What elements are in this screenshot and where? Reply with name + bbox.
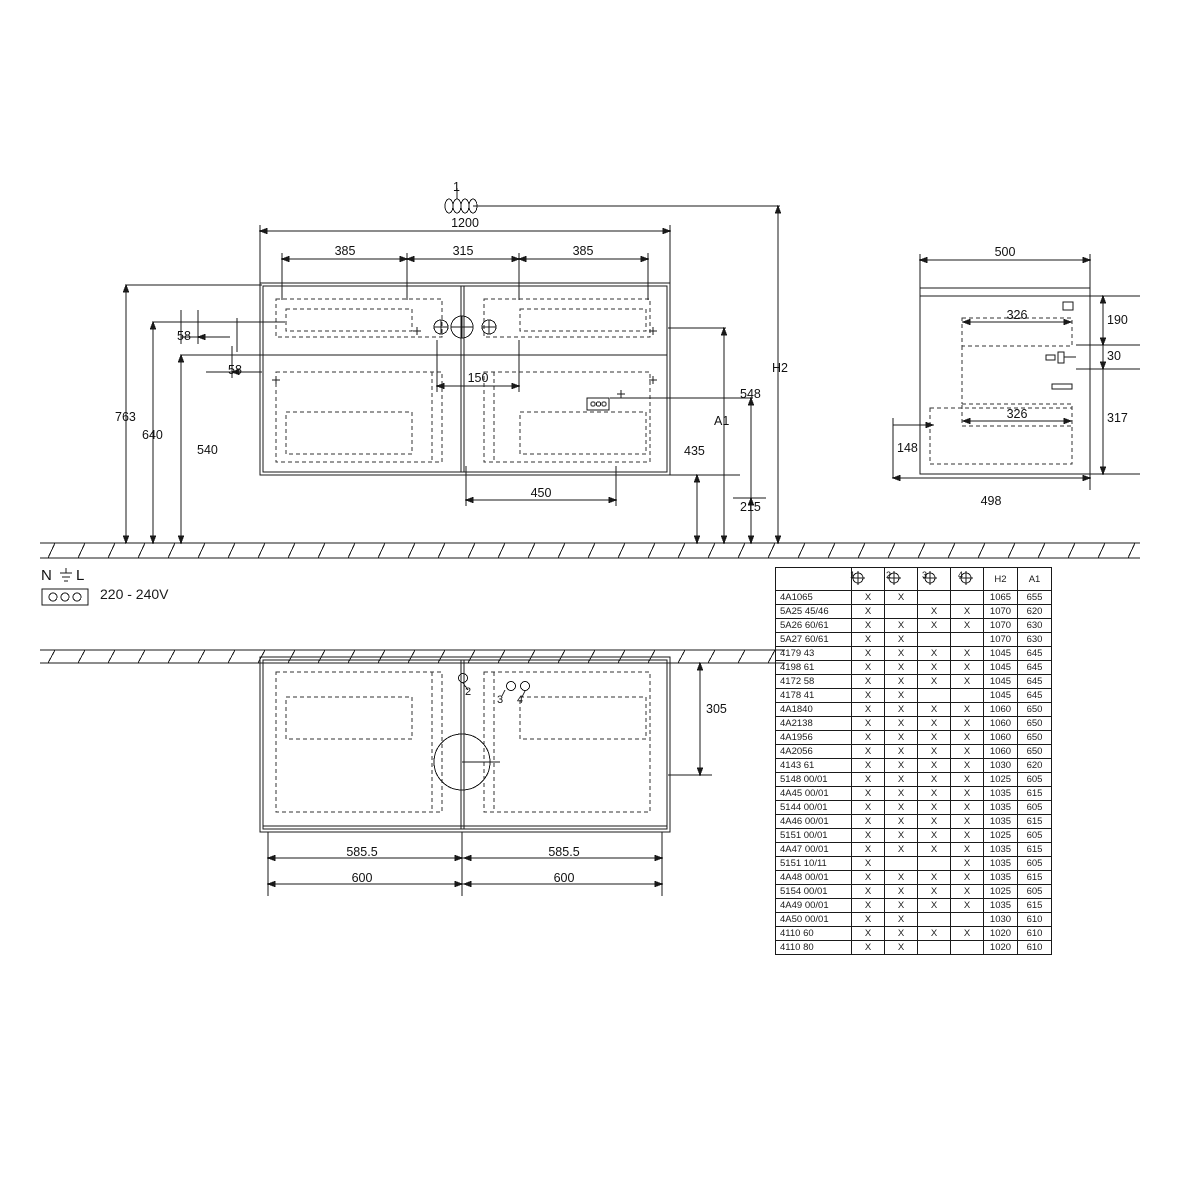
terminal-n-label: N [41, 567, 52, 584]
spec-option-4: X [951, 829, 984, 843]
dim-215: 215 [740, 500, 761, 514]
spec-option-1: X [852, 843, 885, 857]
spec-h2-value: 1070 [984, 619, 1018, 633]
spec-option-1: X [852, 871, 885, 885]
spec-option-3: X [918, 759, 951, 773]
spec-model-name: 4179 43 [776, 647, 852, 661]
spec-option-4: X [951, 605, 984, 619]
spec-table-row [776, 619, 1052, 633]
spec-option-4 [951, 633, 984, 647]
spec-option-1: X [852, 857, 885, 871]
spec-option-1: X [852, 759, 885, 773]
dim-150: 150 [467, 371, 489, 385]
spec-table-row [776, 899, 1052, 913]
spec-table-row [776, 661, 1052, 675]
dim-763: 763 [115, 410, 136, 424]
spec-header-index-4: 4 [958, 570, 964, 580]
spec-h2-value: 1030 [984, 759, 1018, 773]
spec-option-3: X [918, 843, 951, 857]
spec-option-1: X [852, 773, 885, 787]
spec-option-4 [951, 591, 984, 605]
spec-option-1: X [852, 927, 885, 941]
spec-model-name: 5148 00/01 [776, 773, 852, 787]
spec-a1-value: 610 [1018, 913, 1052, 927]
spec-table-row [776, 633, 1052, 647]
spec-option-4 [951, 689, 984, 703]
spec-a1-value: 650 [1018, 717, 1052, 731]
spec-option-3 [918, 941, 951, 955]
spec-option-4: X [951, 885, 984, 899]
spec-option-1: X [852, 619, 885, 633]
spec-option-3: X [918, 899, 951, 913]
spec-a1-value: 605 [1018, 857, 1052, 871]
spec-option-3: X [918, 801, 951, 815]
spec-table-row [776, 815, 1052, 829]
spec-option-1: X [852, 913, 885, 927]
spec-option-2: X [885, 773, 918, 787]
dim-500: 500 [994, 245, 1016, 259]
spec-option-1: X [852, 787, 885, 801]
terminal-l-label: L [76, 567, 85, 584]
dim-190: 190 [1107, 313, 1128, 327]
spec-option-2: X [885, 913, 918, 927]
spec-a1-value: 630 [1018, 619, 1052, 633]
spec-option-1: X [852, 675, 885, 689]
spec-h2-value: 1045 [984, 675, 1018, 689]
dim-600-right: 600 [553, 871, 575, 885]
spec-table-row [776, 843, 1052, 857]
spec-option-4: X [951, 815, 984, 829]
spec-option-4: X [951, 703, 984, 717]
spec-h2-value: 1035 [984, 815, 1018, 829]
spec-a1-value: 605 [1018, 885, 1052, 899]
spec-option-1: X [852, 731, 885, 745]
callout-1: 1 [453, 180, 460, 194]
dim-585-left: 585.5 [346, 845, 378, 859]
dim-seg-right-385: 385 [572, 244, 594, 258]
spec-header-index-3: 3 [922, 570, 928, 580]
spec-header-index-1: 1 [850, 570, 856, 580]
spec-option-3: X [918, 619, 951, 633]
spec-table-row [776, 801, 1052, 815]
dim-305: 305 [706, 702, 727, 716]
spec-table-row [776, 941, 1052, 955]
spec-table-row [776, 885, 1052, 899]
callout-2: 2 [465, 686, 472, 698]
dim-58-upper: 58 [177, 329, 191, 343]
spec-h2-value: 1025 [984, 773, 1018, 787]
spec-option-1: X [852, 829, 885, 843]
spec-h2-value: 1025 [984, 829, 1018, 843]
spec-option-4 [951, 941, 984, 955]
spec-a1-value: 620 [1018, 759, 1052, 773]
spec-table-row [776, 773, 1052, 787]
spec-option-2: X [885, 703, 918, 717]
spec-option-3: X [918, 927, 951, 941]
spec-option-1: X [852, 941, 885, 955]
dim-548: 548 [740, 387, 761, 401]
spec-option-1: X [852, 801, 885, 815]
spec-option-4: X [951, 717, 984, 731]
spec-model-name: 5154 00/01 [776, 885, 852, 899]
spec-table-row [776, 927, 1052, 941]
spec-table-row [776, 731, 1052, 745]
spec-a1-value: 615 [1018, 843, 1052, 857]
dim-450: 450 [530, 486, 552, 500]
spec-h2-value: 1060 [984, 745, 1018, 759]
spec-model-name: 4A1956 [776, 731, 852, 745]
spec-model-name: 4198 61 [776, 661, 852, 675]
spec-option-2: X [885, 759, 918, 773]
spec-a1-value: 630 [1018, 633, 1052, 647]
spec-h2-value: 1045 [984, 661, 1018, 675]
spec-h2-value: 1035 [984, 843, 1018, 857]
spec-option-3: X [918, 675, 951, 689]
spec-option-3: X [918, 773, 951, 787]
spec-option-4: X [951, 647, 984, 661]
spec-a1-value: 645 [1018, 647, 1052, 661]
spec-model-name: 5A26 60/61 [776, 619, 852, 633]
spec-table-row [776, 745, 1052, 759]
spec-option-1: X [852, 703, 885, 717]
spec-a1-value: 605 [1018, 829, 1052, 843]
spec-h2-value: 1065 [984, 591, 1018, 605]
spec-option-2: X [885, 619, 918, 633]
spec-model-name: 4143 61 [776, 759, 852, 773]
spec-option-2: X [885, 815, 918, 829]
spec-option-3 [918, 591, 951, 605]
spec-option-2: X [885, 801, 918, 815]
dim-585-right: 585.5 [548, 845, 580, 859]
spec-option-3: X [918, 703, 951, 717]
spec-model-name: 5A27 60/61 [776, 633, 852, 647]
callout-4: 4 [517, 694, 524, 706]
spec-model-name: 4110 60 [776, 927, 852, 941]
spec-option-1: X [852, 717, 885, 731]
spec-model-name: 5151 00/01 [776, 829, 852, 843]
spec-model-name: 4110 80 [776, 941, 852, 955]
spec-header-index-2: 2 [886, 570, 892, 580]
spec-h2-value: 1020 [984, 941, 1018, 955]
spec-a1-value: 615 [1018, 787, 1052, 801]
spec-option-2: X [885, 731, 918, 745]
spec-option-4: X [951, 745, 984, 759]
spec-a1-value: 655 [1018, 591, 1052, 605]
spec-table-row [776, 591, 1052, 605]
spec-a1-value: 650 [1018, 703, 1052, 717]
dim-600-left: 600 [351, 871, 373, 885]
spec-a1-value: 650 [1018, 745, 1052, 759]
spec-option-1: X [852, 591, 885, 605]
spec-model-name: 4A1065 [776, 591, 852, 605]
spec-option-4: X [951, 843, 984, 857]
spec-table-row [776, 857, 1052, 871]
dim-h2: H2 [772, 361, 788, 375]
spec-table-row [776, 829, 1052, 843]
spec-option-2 [885, 857, 918, 871]
spec-table-row [776, 605, 1052, 619]
spec-option-3: X [918, 661, 951, 675]
spec-option-1: X [852, 661, 885, 675]
spec-model-name: 4A49 00/01 [776, 899, 852, 913]
spec-option-3 [918, 689, 951, 703]
spec-option-2: X [885, 871, 918, 885]
spec-option-2: X [885, 717, 918, 731]
spec-table-row [776, 717, 1052, 731]
spec-option-2: X [885, 675, 918, 689]
spec-a1-value: 610 [1018, 941, 1052, 955]
spec-table-row [776, 703, 1052, 717]
spec-option-4: X [951, 787, 984, 801]
spec-table-row [776, 759, 1052, 773]
spec-model-name: 5A25 45/46 [776, 605, 852, 619]
spec-model-name: 4A1840 [776, 703, 852, 717]
spec-option-4: X [951, 773, 984, 787]
spec-option-3: X [918, 647, 951, 661]
spec-option-1: X [852, 633, 885, 647]
spec-option-4: X [951, 675, 984, 689]
spec-option-3: X [918, 745, 951, 759]
spec-h2-value: 1035 [984, 787, 1018, 801]
spec-option-3 [918, 857, 951, 871]
spec-option-1: X [852, 815, 885, 829]
spec-h2-value: 1035 [984, 871, 1018, 885]
spec-option-4: X [951, 801, 984, 815]
dim-a1: A1 [714, 414, 730, 428]
spec-option-2: X [885, 689, 918, 703]
spec-option-3: X [918, 731, 951, 745]
spec-option-4: X [951, 871, 984, 885]
spec-option-2: X [885, 591, 918, 605]
spec-model-name: 5144 00/01 [776, 801, 852, 815]
variant-spec-table [775, 567, 1052, 955]
spec-h2-value: 1060 [984, 731, 1018, 745]
spec-h2-value: 1030 [984, 913, 1018, 927]
spec-h2-value: 1060 [984, 703, 1018, 717]
spec-option-4: X [951, 661, 984, 675]
spec-h2-value: 1020 [984, 927, 1018, 941]
spec-option-3 [918, 913, 951, 927]
spec-option-2: X [885, 829, 918, 843]
spec-h2-value: 1025 [984, 885, 1018, 899]
dim-540: 540 [197, 443, 218, 457]
dim-seg-mid-315: 315 [452, 244, 474, 258]
spec-option-2: X [885, 927, 918, 941]
spec-a1-value: 615 [1018, 899, 1052, 913]
spec-h2-value: 1070 [984, 633, 1018, 647]
spec-a1-value: 645 [1018, 661, 1052, 675]
spec-a1-value: 615 [1018, 871, 1052, 885]
spec-model-name: 5151 10/11 [776, 857, 852, 871]
dim-498: 498 [980, 494, 1002, 508]
spec-option-1: X [852, 689, 885, 703]
spec-table-row [776, 647, 1052, 661]
callout-3: 3 [497, 694, 504, 706]
spec-option-2: X [885, 745, 918, 759]
spec-option-2: X [885, 633, 918, 647]
dim-326-bottom: 326 [1006, 407, 1028, 421]
spec-option-3: X [918, 815, 951, 829]
spec-a1-value: 620 [1018, 605, 1052, 619]
spec-table-row [776, 675, 1052, 689]
spec-option-2: X [885, 787, 918, 801]
spec-model-name: 4A47 00/01 [776, 843, 852, 857]
spec-option-4 [951, 913, 984, 927]
spec-option-1: X [852, 899, 885, 913]
spec-h2-value: 1045 [984, 647, 1018, 661]
dim-326-top: 326 [1006, 308, 1028, 322]
dim-148: 148 [897, 441, 918, 455]
spec-option-1: X [852, 745, 885, 759]
spec-h2-value: 1035 [984, 899, 1018, 913]
spec-a1-value: 650 [1018, 731, 1052, 745]
spec-option-2: X [885, 899, 918, 913]
spec-option-4: X [951, 927, 984, 941]
spec-option-3: X [918, 885, 951, 899]
spec-header-a1: A1 [1018, 568, 1052, 591]
spec-a1-value: 610 [1018, 927, 1052, 941]
spec-header-h2: H2 [984, 568, 1018, 591]
spec-model-name: 4A48 00/01 [776, 871, 852, 885]
spec-option-1: X [852, 605, 885, 619]
spec-a1-value: 645 [1018, 675, 1052, 689]
spec-h2-value: 1035 [984, 801, 1018, 815]
spec-table-row [776, 787, 1052, 801]
spec-option-3: X [918, 787, 951, 801]
spec-model-name: 4A2056 [776, 745, 852, 759]
spec-option-4: X [951, 731, 984, 745]
spec-option-3: X [918, 871, 951, 885]
spec-model-name: 4172 58 [776, 675, 852, 689]
spec-table-row [776, 871, 1052, 885]
spec-option-2 [885, 605, 918, 619]
dim-30: 30 [1107, 349, 1121, 363]
spec-table-row [776, 913, 1052, 927]
spec-model-name: 4178 41 [776, 689, 852, 703]
spec-option-2: X [885, 661, 918, 675]
dim-58-lower: 58 [228, 363, 242, 377]
spec-h2-value: 1060 [984, 717, 1018, 731]
spec-option-2: X [885, 647, 918, 661]
spec-option-2: X [885, 885, 918, 899]
dim-seg-left-385: 385 [334, 244, 356, 258]
spec-option-2: X [885, 941, 918, 955]
spec-h2-value: 1035 [984, 857, 1018, 871]
dim-640: 640 [142, 428, 163, 442]
spec-h2-value: 1070 [984, 605, 1018, 619]
dim-width-1200: 1200 [451, 216, 479, 230]
spec-model-name: 4A45 00/01 [776, 787, 852, 801]
spec-table-row [776, 689, 1052, 703]
spec-a1-value: 645 [1018, 689, 1052, 703]
spec-option-4: X [951, 759, 984, 773]
spec-header-model [776, 568, 852, 591]
spec-table-header-row [776, 568, 1052, 591]
spec-header-tap-4 [951, 568, 984, 591]
spec-model-name: 4A50 00/01 [776, 913, 852, 927]
spec-a1-value: 605 [1018, 801, 1052, 815]
dim-317: 317 [1107, 411, 1128, 425]
spec-a1-value: 605 [1018, 773, 1052, 787]
spec-model-name: 4A2138 [776, 717, 852, 731]
spec-option-3: X [918, 605, 951, 619]
spec-option-3 [918, 633, 951, 647]
spec-h2-value: 1045 [984, 689, 1018, 703]
spec-option-4: X [951, 899, 984, 913]
spec-header-tap-1 [852, 568, 885, 591]
spec-option-2: X [885, 843, 918, 857]
spec-option-4: X [951, 619, 984, 633]
spec-option-3: X [918, 717, 951, 731]
voltage-label: 220 - 240V [100, 586, 169, 602]
spec-option-3: X [918, 829, 951, 843]
spec-a1-value: 615 [1018, 815, 1052, 829]
spec-model-name: 4A46 00/01 [776, 815, 852, 829]
dim-435: 435 [684, 444, 705, 458]
spec-option-4: X [951, 857, 984, 871]
spec-option-1: X [852, 885, 885, 899]
spec-option-1: X [852, 647, 885, 661]
